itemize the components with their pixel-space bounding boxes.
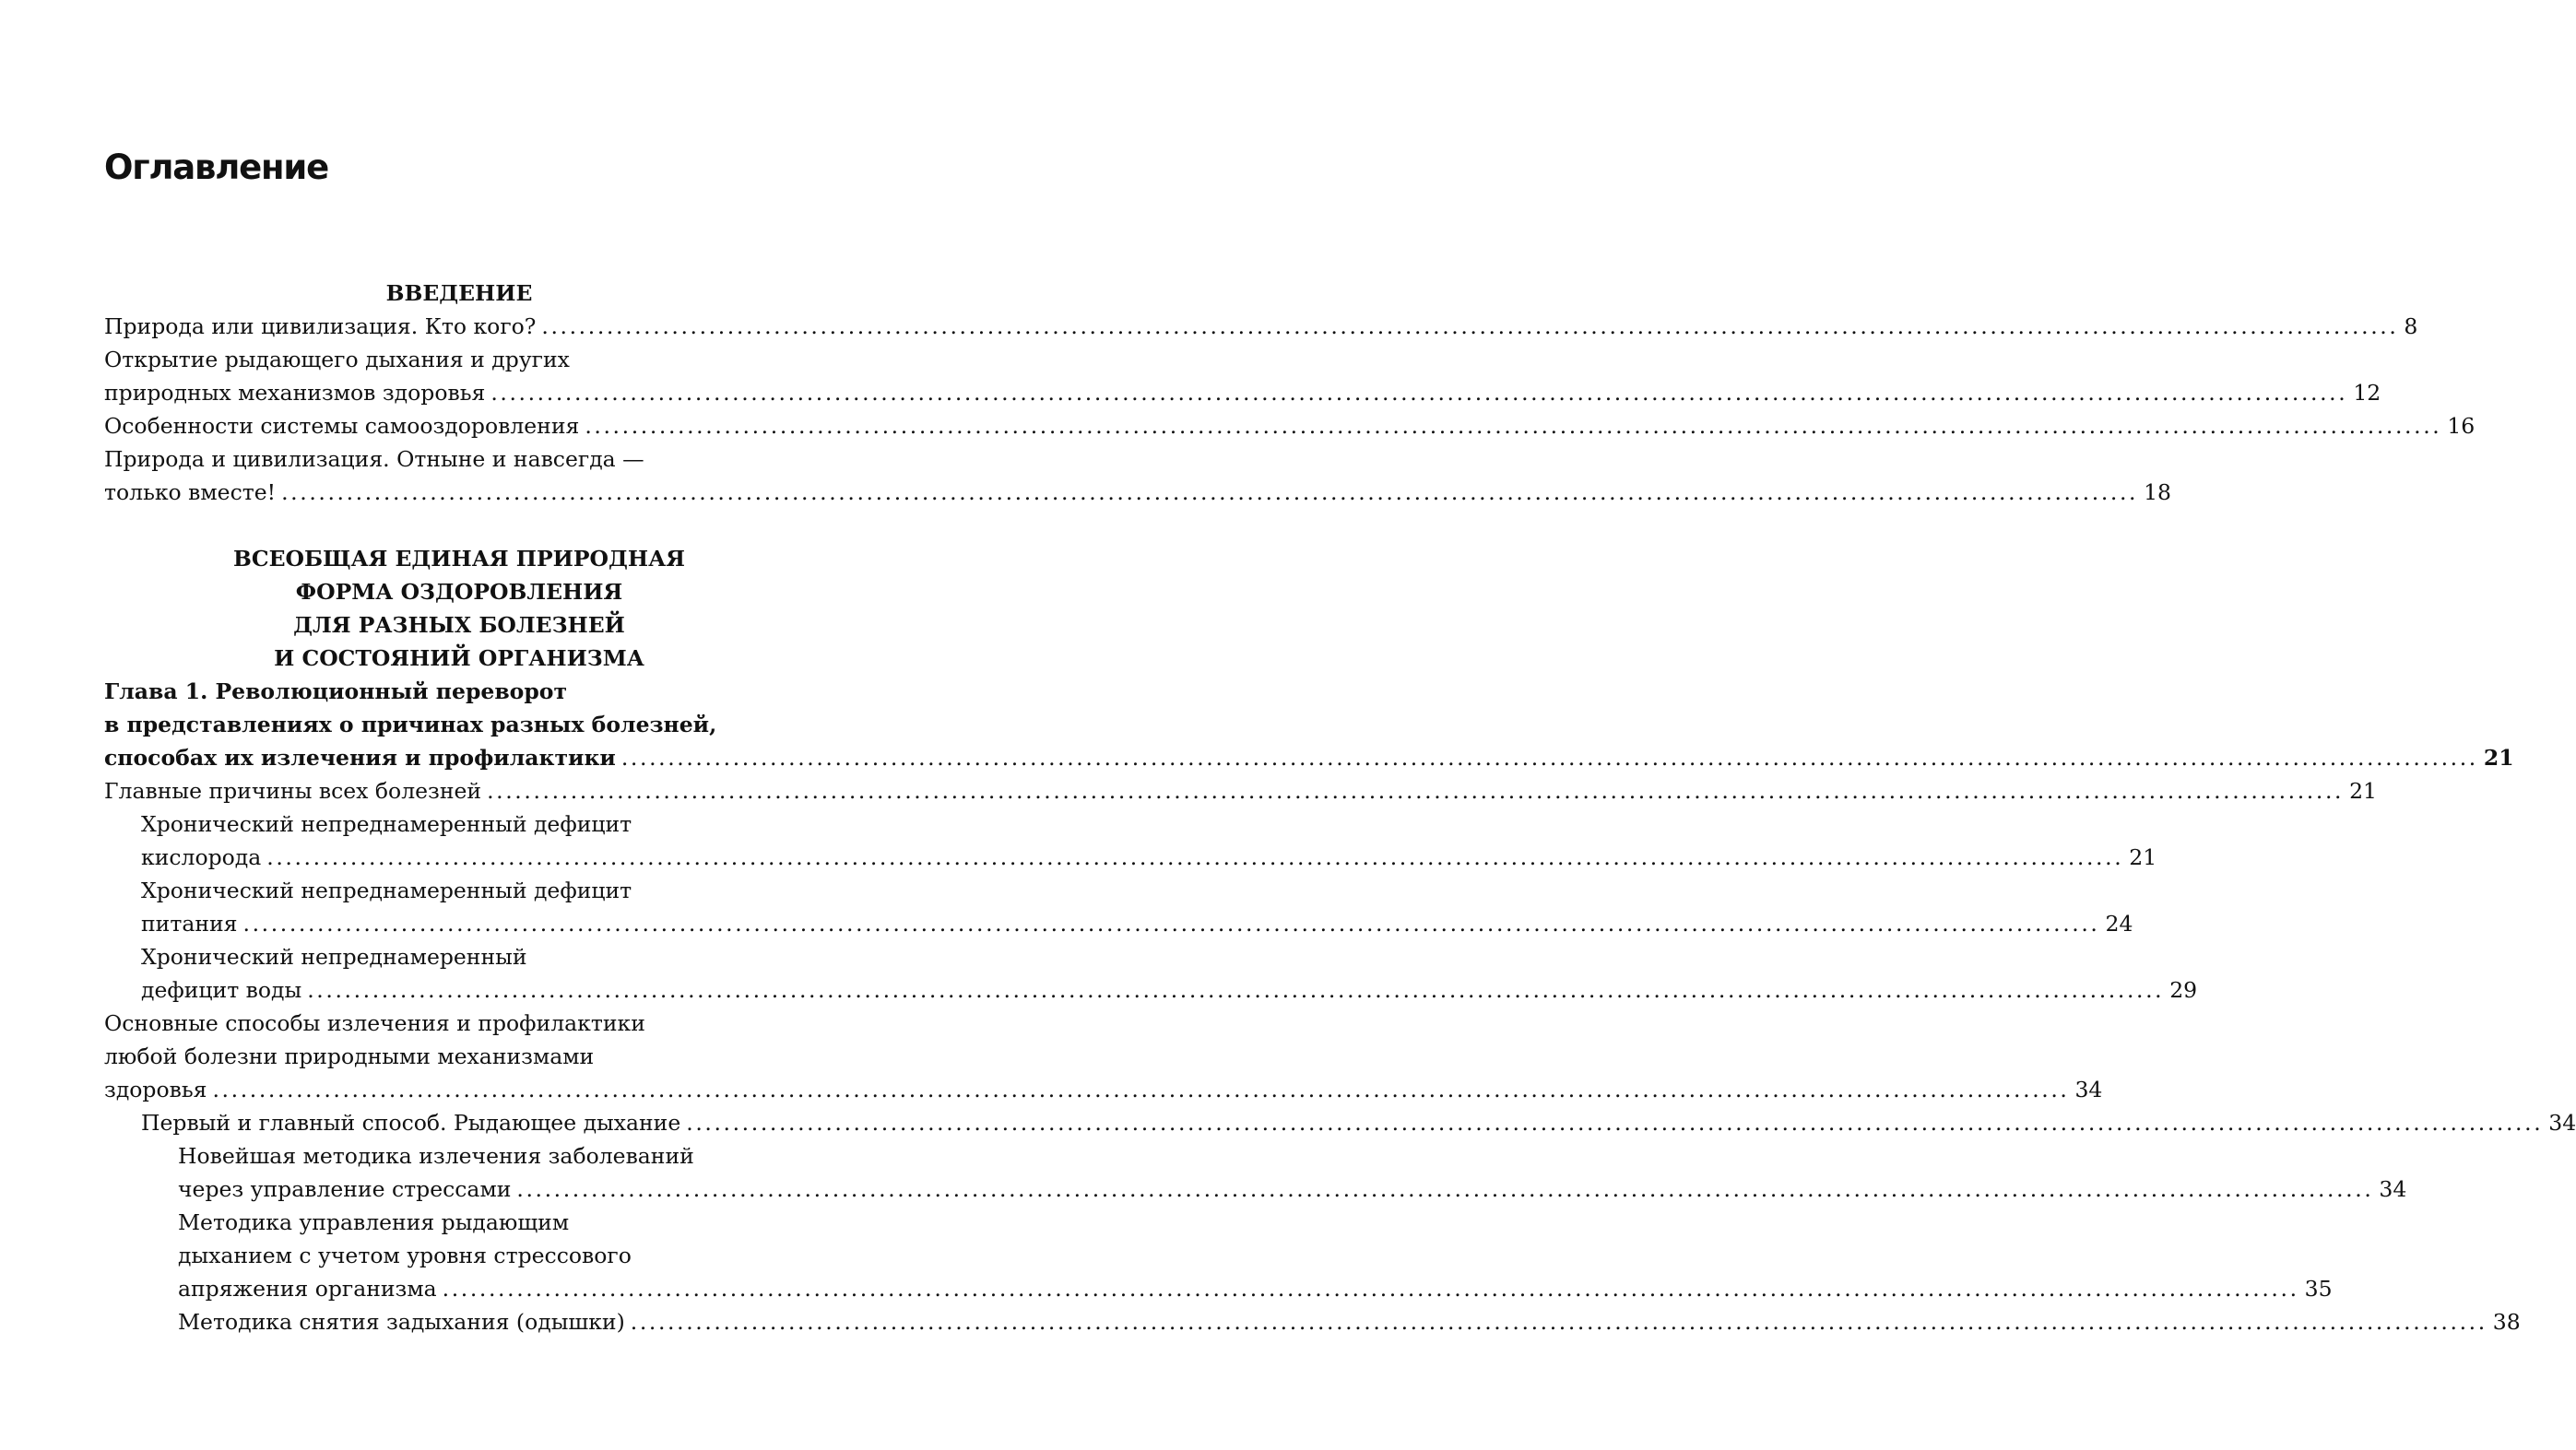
page-number: 34 [2548,1110,2576,1136]
page-number: 18 [2144,479,2172,505]
page-number: 24 [2105,911,2133,937]
page-number: 16 [2447,413,2476,439]
toc-entry-leader-line [141,841,2157,874]
toc-entry[interactable] [0,1139,2407,1206]
section-heading: И СОСТОЯНИЙ ОРГАНИЗМА [274,645,644,671]
toc-entry-text: Главные причины всех болезней [104,778,482,804]
dot-leader: ........................................................................................................................................................................................................ [490,380,2348,406]
dot-leader: ........................................................................................................................................................................................................ [281,479,2139,505]
toc-entry[interactable] [0,343,2381,409]
page-number: 34 [2379,1176,2407,1202]
toc-entry-text: апряжения организма [178,1276,437,1302]
toc-entry-text: Особенности системы самооздоровления [104,413,580,439]
toc-entry-leader-line [104,1073,2103,1106]
dot-leader: ........................................................................................................................................................................................................ [620,745,2478,771]
toc-entry[interactable] [0,1007,2103,1106]
toc-entry[interactable] [0,1206,2333,1305]
toc-entry-text: способах их излечения и профилактики [104,745,616,771]
toc-entry-text: Хронический непреднамеренный дефицит [141,878,632,903]
toc-entry[interactable] [0,1305,2521,1338]
dot-leader: ........................................................................................................................................................................................................ [585,413,2442,439]
toc-entry-leader-line [141,1106,2576,1139]
toc-entry[interactable] [0,675,2514,774]
dot-leader: ........................................................................................................................................................................................................ [442,1276,2299,1302]
toc-entry-leader-line [104,310,2418,343]
toc-entry-leader-line [104,741,2514,774]
toc-entry-text: Открытие рыдающего дыхания и других [104,347,570,372]
toc-entry-text: Методика управления рыдающим [178,1209,570,1235]
toc-entry-text: здоровья [104,1077,207,1102]
toc-entry-text: Новейшая методика излечения заболеваний [178,1143,694,1169]
toc-entry[interactable] [0,774,2377,808]
toc-entry-text: Хронический непреднамеренный [141,944,527,970]
toc-entry-text: в представлениях о причинах разных болезней, [104,712,717,737]
toc-entry[interactable] [0,940,2198,1007]
toc-entry-text: Методика снятия задыхания (одышки) [178,1309,625,1335]
page-number: 8 [2404,313,2418,339]
table-of-contents [0,277,2576,1338]
toc-entry-text: через управление стрессами [178,1176,512,1202]
toc-entry[interactable] [0,310,2418,343]
toc-entry-text: Основные способы излечения и профилактики [104,1010,645,1036]
toc-entry-leader-line [104,409,2476,442]
page-number: 38 [2492,1309,2521,1335]
toc-entry-text: кислорода [141,844,262,870]
page-number: 35 [2304,1276,2333,1302]
page-number: 21 [2483,745,2514,771]
toc-entry-text: Природа и цивилизация. Отныне и навсегда — [104,446,644,472]
toc-entry-text: Природа или цивилизация. Кто кого? [104,313,537,339]
toc-entry-leader-line [178,1173,2407,1206]
toc-entry-leader-line [141,973,2198,1007]
dot-leader: ........................................................................................................................................................................................................ [516,1176,2374,1202]
toc-entry-leader-line [178,1272,2333,1305]
toc-entry[interactable] [0,442,2172,509]
toc-entry[interactable] [0,808,2157,874]
toc-entry[interactable] [0,1106,2576,1139]
dot-leader: ........................................................................................................................................................................................................ [307,977,2165,1003]
toc-entry-leader-line [104,376,2381,409]
toc-entry-leader-line [178,1305,2521,1338]
toc-entry-leader-line [141,907,2133,940]
section-heading: ВСЕОБЩАЯ ЕДИНАЯ ПРИРОДНАЯ [233,546,685,572]
dot-leader: ........................................................................................................................................................................................................ [487,778,2345,804]
page-number: 21 [2349,778,2377,804]
section-heading: ФОРМА ОЗДОРОВЛЕНИЯ [295,579,623,605]
section-heading: ДЛЯ РАЗНЫХ БОЛЕЗНЕЙ [293,612,625,638]
toc-entry-text: питания [141,911,238,937]
toc-entry[interactable] [0,409,2476,442]
dot-leader: ........................................................................................................................................................................................................ [686,1110,2544,1136]
page-number: 29 [2169,977,2198,1003]
dot-leader: ........................................................................................................................................................................................................ [266,844,2124,870]
toc-entry-leader-line [104,774,2377,808]
toc-entry-text: Хронический непреднамеренный дефицит [141,811,632,837]
dot-leader: ........................................................................................................................................................................................................ [630,1309,2487,1335]
toc-entry-text: Глава 1. Революционный переворот [104,678,568,704]
page-number: 12 [2353,380,2381,406]
toc-entry-text: дыханием с учетом уровня стрессового [178,1243,632,1268]
toc-entry-text: любой болезни природными механизмами [104,1043,595,1069]
dot-leader: ........................................................................................................................................................................................................ [212,1077,2070,1102]
toc-entry-text: дефицит воды [141,977,302,1003]
dot-leader: ........................................................................................................................................................................................................ [541,313,2399,339]
page-title: Оглавление [104,147,329,187]
dot-leader: ........................................................................................................................................................................................................ [242,911,2100,937]
toc-entry-text: Первый и главный способ. Рыдающее дыхание [141,1110,681,1136]
page-number: 34 [2074,1077,2103,1102]
section-heading: ВВЕДЕНИЕ [385,280,533,306]
toc-entry-text: только вместе! [104,479,277,505]
toc-entry-leader-line [104,476,2172,509]
toc-entry-text: природных механизмов здоровья [104,380,486,406]
toc-entry[interactable] [0,874,2133,940]
page-number: 21 [2129,844,2157,870]
